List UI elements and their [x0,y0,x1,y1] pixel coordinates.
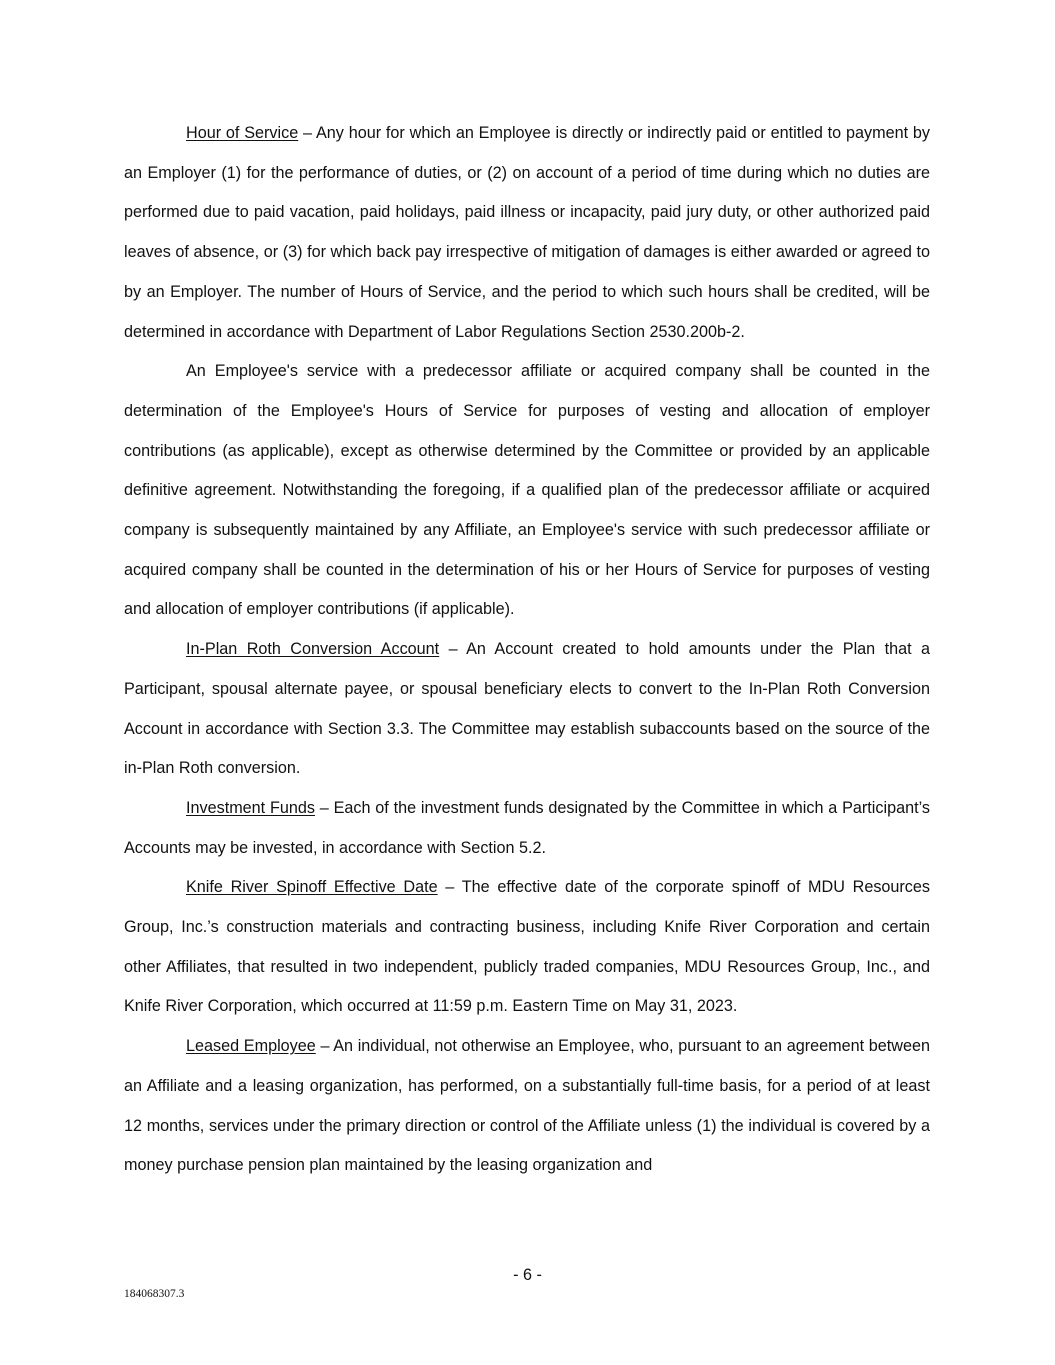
definition-text: – An individual, not otherwise an Employee, who, pursuant to an agreement between an Affiliate and a leasing organization, has performed, on a substantially full-time basis, for a period of at least 12 months, services under the primary direction or control of the Affiliate unless (1) the individual is covered by a money purchase pension plan maintained by the leasing organization and [124,1037,930,1175]
document-id: 184068307.3 [124,1288,185,1300]
defined-term: Leased Employee [186,1037,316,1056]
definition-hour-of-service [124,114,930,352]
definition-text: – Each of the investment funds designated by the Committee in which a Participant’s Accounts may be invested, in accordance with Section 5.2. [124,798,930,857]
paragraph-predecessor-service [124,352,930,630]
defined-term: Knife River Spinoff Effective Date [186,878,438,897]
defined-term: In-Plan Roth Conversion Account [186,640,440,659]
definition-text: – An Account created to hold amounts under the Plan that a Participant, spousal alternate payee, or spousal beneficiary elects to convert to the In-Plan Roth Conversion Account in accordance with Section 3.3. The Committee may establish subaccounts based on the source of the in-Plan Roth conversion. [124,640,930,778]
definition-in-plan-roth-conversion-account [124,630,930,789]
defined-term: Hour of Service [186,124,299,142]
defined-term: Investment Funds [186,798,315,817]
page-number: - 6 - [513,1266,542,1284]
definition-investment-funds [124,789,930,868]
definition-knife-river-spinoff-effective-date [124,868,930,1027]
document-body [124,114,930,1186]
paragraph-text: An Employee's service with a predecessor affiliate or acquired company shall be counted in the determination of the Employee's Hours of Service for purposes of vesting and allocation of employer contributions (as applicable), except as otherwise determined by the Committee or provided by an applicable definitive agreement. Notwithstanding the foregoing, if a qualified plan of the predecessor affiliate or acquired company is subsequently maintained by any Affiliate, an Employee's service with such predecessor affiliate or acquired company shall be counted in the determination of his or her Hours of Service for purposes of vesting and allocation of employer contributions (if applicable). [124,362,930,619]
definition-text: – The effective date of the corporate spinoff of MDU Resources Group, Inc.’s construction materials and contracting business, including Knife River Corporation and certain other Affiliates, that resulted in two independent, publicly traded companies, MDU Resources Group, Inc., and Knife River Corporation, which occurred at 11:59 p.m. Eastern Time on May 31, 2023. [124,878,930,1016]
definition-leased-employee [124,1027,930,1186]
definition-text: – Any hour for which an Employee is directly or indirectly paid or entitled to payment by an Employer (1) for the performance of duties, or (2) on account of a period of time during which no duties are performed due to paid vacation, paid holidays, paid illness or incapacity, paid jury duty, or other authorized paid leaves of absence, or (3) for which back pay irrespective of mitigation of damages is either awarded or agreed to by an Employer. The number of Hours of Service, and the period to which such hours shall be credited, will be determined in accordance with Department of Labor Regulations Section 2530.200b-2. [124,124,930,341]
